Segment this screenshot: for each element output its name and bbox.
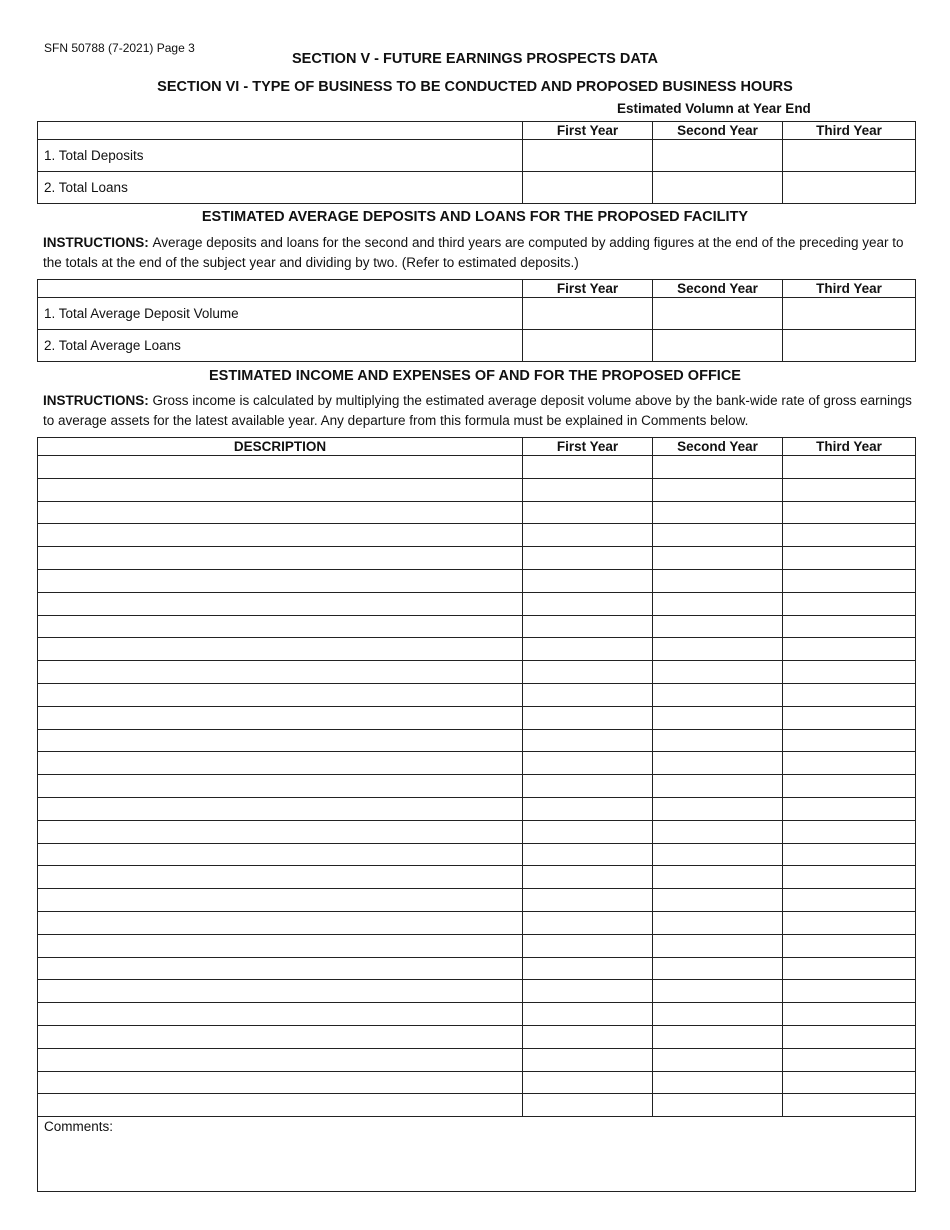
average-loans-third-year-field[interactable]: [783, 330, 916, 362]
total-loans-second-year-field[interactable]: [653, 172, 783, 204]
income-first-year-field[interactable]: [523, 889, 653, 912]
income-description-field[interactable]: [38, 957, 523, 980]
table-row: [38, 729, 916, 752]
income-first-year-field[interactable]: [523, 911, 653, 934]
income-first-year-field[interactable]: [523, 547, 653, 570]
income-description-field[interactable]: [38, 478, 523, 501]
income-description-field[interactable]: [38, 706, 523, 729]
average-section-title: ESTIMATED AVERAGE DEPOSITS AND LOANS FOR THE PROPOSED FACILITY: [201, 209, 749, 225]
income-description-field[interactable]: [38, 592, 523, 615]
income-first-year-field[interactable]: [523, 501, 653, 524]
row-total-deposits-label: 1. Total Deposits: [38, 140, 523, 172]
income-first-year-field[interactable]: [523, 661, 653, 684]
income-first-year-field[interactable]: [523, 980, 653, 1003]
income-second-year-field[interactable]: [653, 957, 783, 980]
table-row: [38, 706, 916, 729]
income-first-year-field[interactable]: [523, 934, 653, 957]
income-second-year-field[interactable]: [653, 592, 783, 615]
income-third-year-field[interactable]: [783, 866, 916, 889]
income-description-field[interactable]: [38, 1071, 523, 1094]
income-description-field[interactable]: [38, 1048, 523, 1071]
income-third-year-field[interactable]: [783, 980, 916, 1003]
table-row: [38, 797, 916, 820]
income-third-year-field[interactable]: [783, 569, 916, 592]
income-table: [37, 437, 916, 1192]
income-description-field[interactable]: [38, 638, 523, 661]
income-third-year-field[interactable]: [783, 501, 916, 524]
income-first-year-field[interactable]: [523, 524, 653, 547]
income-second-year-field[interactable]: [653, 1048, 783, 1071]
table-row: [38, 661, 916, 684]
income-first-year-field[interactable]: [523, 1071, 653, 1094]
income-third-year-field[interactable]: [783, 843, 916, 866]
total-deposits-third-year-field[interactable]: [783, 140, 916, 172]
income-second-year-field[interactable]: [653, 706, 783, 729]
income-third-year-field[interactable]: [783, 911, 916, 934]
income-first-year-field[interactable]: [523, 820, 653, 843]
income-first-year-field[interactable]: [523, 1048, 653, 1071]
volume-header-third-year: Third Year: [783, 122, 916, 140]
table-row: [38, 683, 916, 706]
income-third-year-field[interactable]: [783, 592, 916, 615]
income-third-year-field[interactable]: [783, 1071, 916, 1094]
income-third-year-field[interactable]: [783, 820, 916, 843]
income-instructions: [43, 391, 913, 431]
table-row: [38, 889, 916, 912]
average-header-blank: [38, 280, 523, 298]
section-vi-title: SECTION VI - TYPE OF BUSINESS TO BE CONDUCTED AND PROPOSED BUSINESS HOURS: [157, 79, 793, 95]
table-row: [38, 638, 916, 661]
table-row: [38, 980, 916, 1003]
volume-header-first-year: First Year: [523, 122, 653, 140]
average-header-first-year: First Year: [523, 280, 653, 298]
income-description-field[interactable]: [38, 729, 523, 752]
income-first-year-field[interactable]: [523, 1094, 653, 1117]
income-third-year-field[interactable]: [783, 934, 916, 957]
income-first-year-field[interactable]: [523, 729, 653, 752]
average-table: [37, 279, 916, 362]
comments-field[interactable]: [38, 1117, 916, 1192]
income-first-year-field[interactable]: [523, 797, 653, 820]
income-description-field[interactable]: [38, 615, 523, 638]
table-row: [38, 820, 916, 843]
income-header-second-year: Second Year: [653, 438, 783, 456]
income-section-title: ESTIMATED INCOME AND EXPENSES OF AND FOR THE PROPOSED OFFICE: [209, 368, 741, 384]
income-third-year-field[interactable]: [783, 775, 916, 798]
row-total-loans-label: 2. Total Loans: [38, 172, 523, 204]
income-first-year-field[interactable]: [523, 615, 653, 638]
table-row: [38, 547, 916, 570]
income-second-year-field[interactable]: [653, 456, 783, 479]
table-row: [38, 501, 916, 524]
income-third-year-field[interactable]: [783, 683, 916, 706]
income-second-year-field[interactable]: [653, 729, 783, 752]
table-row: [38, 866, 916, 889]
income-third-year-field[interactable]: [783, 615, 916, 638]
income-second-year-field[interactable]: [653, 524, 783, 547]
income-second-year-field[interactable]: [653, 1071, 783, 1094]
income-second-year-field[interactable]: [653, 843, 783, 866]
table-row: [38, 934, 916, 957]
income-third-year-field[interactable]: [783, 456, 916, 479]
table-row: [38, 1048, 916, 1071]
income-third-year-field[interactable]: [783, 638, 916, 661]
income-first-year-field[interactable]: [523, 706, 653, 729]
table-row: [38, 911, 916, 934]
income-description-field[interactable]: [38, 775, 523, 798]
income-second-year-field[interactable]: [653, 866, 783, 889]
income-first-year-field[interactable]: [523, 1003, 653, 1026]
income-third-year-field[interactable]: [783, 752, 916, 775]
table-row: [38, 843, 916, 866]
income-second-year-field[interactable]: [653, 638, 783, 661]
income-second-year-field[interactable]: [653, 775, 783, 798]
income-first-year-field[interactable]: [523, 957, 653, 980]
income-header-first-year: First Year: [523, 438, 653, 456]
income-first-year-field[interactable]: [523, 569, 653, 592]
income-second-year-field[interactable]: [653, 934, 783, 957]
income-first-year-field[interactable]: [523, 866, 653, 889]
table-row: [38, 478, 916, 501]
income-description-field[interactable]: [38, 752, 523, 775]
income-instructions-text: Gross income is calculated by multiplying the estimated average deposit volume above by the bank-wide rate of gross earnings to average assets for the latest available year. Any departure from this formula must be explained in Comments below.: [43, 393, 912, 428]
income-description-field[interactable]: [38, 524, 523, 547]
table-row: [38, 752, 916, 775]
average-loans-first-year-field[interactable]: [523, 330, 653, 362]
volume-header-second-year: Second Year: [653, 122, 783, 140]
income-second-year-field[interactable]: [653, 1025, 783, 1048]
income-second-year-field[interactable]: [653, 911, 783, 934]
row-average-loans-label: 2. Total Average Loans: [38, 330, 523, 362]
income-second-year-field[interactable]: [653, 683, 783, 706]
income-third-year-field[interactable]: [783, 797, 916, 820]
volume-table: [37, 121, 916, 204]
average-instructions-label: INSTRUCTIONS:: [43, 235, 149, 250]
income-description-field[interactable]: [38, 843, 523, 866]
average-deposit-third-year-field[interactable]: [783, 298, 916, 330]
income-third-year-field[interactable]: [783, 524, 916, 547]
income-third-year-field[interactable]: [783, 661, 916, 684]
income-second-year-field[interactable]: [653, 820, 783, 843]
income-first-year-field[interactable]: [523, 456, 653, 479]
average-loans-second-year-field[interactable]: [653, 330, 783, 362]
income-third-year-field[interactable]: [783, 1094, 916, 1117]
income-second-year-field[interactable]: [653, 615, 783, 638]
income-header-third-year: Third Year: [783, 438, 916, 456]
income-description-field[interactable]: [38, 683, 523, 706]
income-third-year-field[interactable]: [783, 1025, 916, 1048]
income-third-year-field[interactable]: [783, 706, 916, 729]
table-row: [38, 1003, 916, 1026]
average-deposit-first-year-field[interactable]: [523, 298, 653, 330]
income-description-field[interactable]: [38, 661, 523, 684]
income-first-year-field[interactable]: [523, 592, 653, 615]
table-row: [38, 775, 916, 798]
income-third-year-field[interactable]: [783, 547, 916, 570]
income-first-year-field[interactable]: [523, 638, 653, 661]
income-third-year-field[interactable]: [783, 889, 916, 912]
income-second-year-field[interactable]: [653, 1094, 783, 1117]
volume-header-blank: [38, 122, 523, 140]
income-description-field[interactable]: [38, 980, 523, 1003]
income-second-year-field[interactable]: [653, 478, 783, 501]
income-description-field[interactable]: [38, 797, 523, 820]
total-loans-third-year-field[interactable]: [783, 172, 916, 204]
comments-label: Comments:: [44, 1119, 114, 1135]
table-row: [38, 1071, 916, 1094]
income-third-year-field[interactable]: [783, 1048, 916, 1071]
income-description-field[interactable]: [38, 934, 523, 957]
income-third-year-field[interactable]: [783, 957, 916, 980]
income-second-year-field[interactable]: [653, 1003, 783, 1026]
income-third-year-field[interactable]: [783, 478, 916, 501]
income-description-field[interactable]: [38, 569, 523, 592]
table-row: [38, 524, 916, 547]
income-first-year-field[interactable]: [523, 1025, 653, 1048]
income-first-year-field[interactable]: [523, 478, 653, 501]
average-instructions-text: Average deposits and loans for the second and third years are computed by adding figures at the end of the preceding year to the totals at the end of the subject year and dividing by two. (Refer to estimated deposits.): [43, 235, 904, 270]
income-third-year-field[interactable]: [783, 729, 916, 752]
income-second-year-field[interactable]: [653, 569, 783, 592]
income-first-year-field[interactable]: [523, 752, 653, 775]
income-description-field[interactable]: [38, 501, 523, 524]
total-deposits-second-year-field[interactable]: [653, 140, 783, 172]
average-deposit-second-year-field[interactable]: [653, 298, 783, 330]
income-instructions-label: INSTRUCTIONS:: [43, 393, 149, 408]
table-row: [38, 456, 916, 479]
average-instructions: [43, 233, 913, 273]
table-row: [38, 615, 916, 638]
table-row: [38, 1094, 916, 1117]
average-header-third-year: Third Year: [783, 280, 916, 298]
income-description-field[interactable]: [38, 547, 523, 570]
income-description-field[interactable]: [38, 1025, 523, 1048]
average-header-second-year: Second Year: [653, 280, 783, 298]
income-second-year-field[interactable]: [653, 980, 783, 1003]
income-description-field[interactable]: [38, 820, 523, 843]
volume-table-caption: Estimated Volumn at Year End: [617, 101, 811, 116]
income-description-field[interactable]: [38, 456, 523, 479]
income-third-year-field[interactable]: [783, 1003, 916, 1026]
income-second-year-field[interactable]: [653, 797, 783, 820]
income-second-year-field[interactable]: [653, 547, 783, 570]
table-row: [38, 1025, 916, 1048]
income-header-description: DESCRIPTION: [38, 438, 523, 456]
income-second-year-field[interactable]: [653, 889, 783, 912]
table-row: [38, 592, 916, 615]
table-row: [38, 957, 916, 980]
section-v-title: SECTION V - FUTURE EARNINGS PROSPECTS DATA: [291, 51, 658, 67]
income-first-year-field[interactable]: [523, 683, 653, 706]
income-second-year-field[interactable]: [653, 752, 783, 775]
table-row: [38, 569, 916, 592]
income-first-year-field[interactable]: [523, 843, 653, 866]
income-second-year-field[interactable]: [653, 501, 783, 524]
income-description-field[interactable]: [38, 866, 523, 889]
income-description-field[interactable]: [38, 1003, 523, 1026]
income-description-field[interactable]: [38, 911, 523, 934]
form-id: SFN 50788 (7-2021) Page 3: [44, 41, 195, 55]
income-first-year-field[interactable]: [523, 775, 653, 798]
row-average-deposit-label: 1. Total Average Deposit Volume: [38, 298, 523, 330]
total-loans-first-year-field[interactable]: [523, 172, 653, 204]
income-second-year-field[interactable]: [653, 661, 783, 684]
income-description-field[interactable]: [38, 1094, 523, 1117]
income-description-field[interactable]: [38, 889, 523, 912]
total-deposits-first-year-field[interactable]: [523, 140, 653, 172]
